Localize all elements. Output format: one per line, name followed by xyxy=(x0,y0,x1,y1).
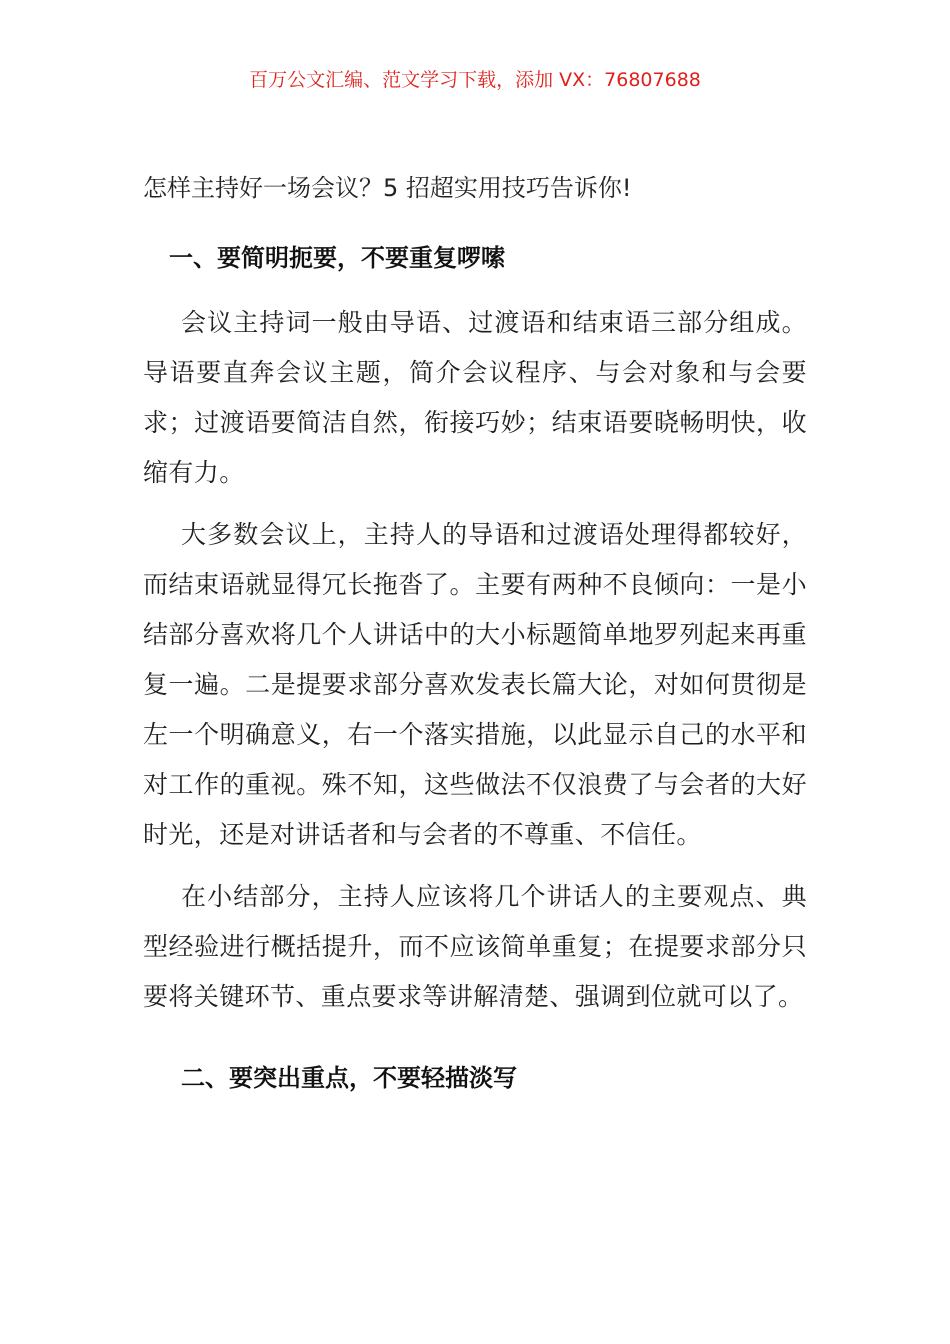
document-body xyxy=(143,168,807,1098)
document-title: 怎样主持好一场会议？5 招超实用技巧告诉你! xyxy=(143,174,632,202)
paragraph: 大多数会议上，主持人的导语和过渡语处理得都较好，而结束语就显得冗长拖沓了。主要有两种不良倾向：一是小结部分喜欢将几个人讲话中的大小标题简单地罗列起来再重复一遍。二是提要求部分喜欢发表长篇大论，对如何贯彻是左一个明确意义，右一个落实措施，以此显示自己的水平和对工作的重视。殊不知，这些做法不仅浪费了与会者的大好时光，还是对讲话者和与会者的不尊重、不信任。 xyxy=(143,520,807,849)
section-heading-2: 二、要突出重点，不要轻描淡写 xyxy=(181,1064,517,1092)
header-watermark: 百万公文汇编、范文学习下载，添加 VX：76807688 xyxy=(249,69,701,91)
paragraph: 在小结部分，主持人应该将几个讲话人的主要观点、典型经验进行概括提升，而不应该简单重复；在提要求部分只要将关键环节、重点要求等讲解清楚、强调到位就可以了。 xyxy=(143,882,807,1011)
paragraph: 会议主持词一般由导语、过渡语和结束语三部分组成。导语要直奔会议主题，简介会议程序、与会对象和与会要求；过渡语要简洁自然，衔接巧妙；结束语要晓畅明快，收缩有力。 xyxy=(143,308,807,487)
section-heading-1: 一、要简明扼要，不要重复啰嗦 xyxy=(169,244,505,272)
